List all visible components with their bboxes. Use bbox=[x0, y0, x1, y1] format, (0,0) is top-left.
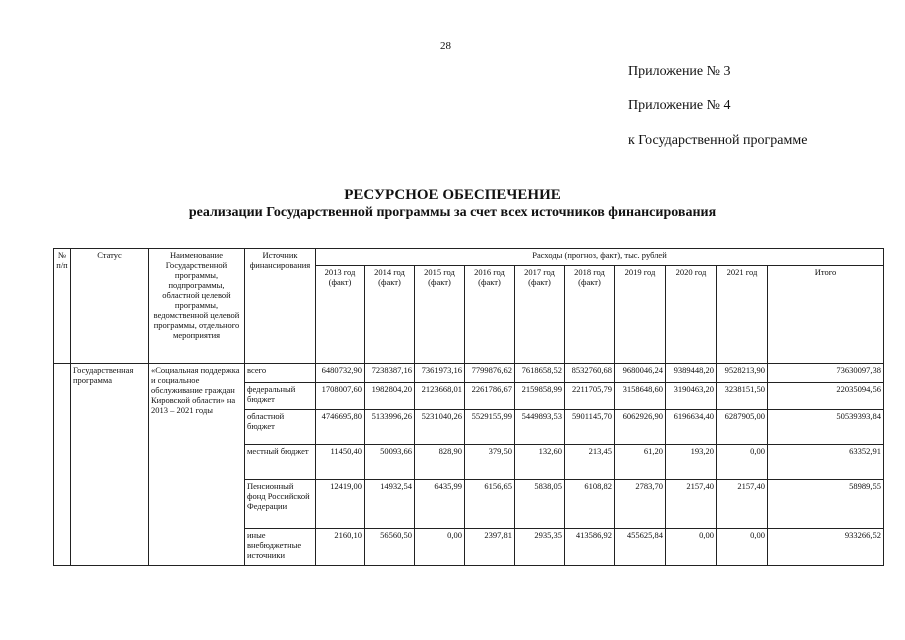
table-row bbox=[54, 364, 884, 383]
value-cell: 3158648,60 bbox=[615, 383, 666, 410]
total-cell: 933266,52 bbox=[768, 529, 884, 566]
col-header-expenses: Расходы (прогноз, факт), тыс. рублей bbox=[316, 249, 884, 266]
source-cell: федеральный бюджет bbox=[245, 383, 316, 410]
value-cell: 2157,40 bbox=[717, 480, 768, 529]
value-cell: 8532760,68 bbox=[565, 364, 615, 383]
value-cell: 455625,84 bbox=[615, 529, 666, 566]
value-cell: 0,00 bbox=[717, 529, 768, 566]
value-cell: 5133996,26 bbox=[365, 410, 415, 445]
value-cell: 0,00 bbox=[717, 445, 768, 480]
value-cell: 4746695,80 bbox=[316, 410, 365, 445]
resource-table bbox=[53, 248, 884, 566]
value-cell: 6435,99 bbox=[415, 480, 465, 529]
value-cell: 3238151,50 bbox=[717, 383, 768, 410]
value-cell: 2157,40 bbox=[666, 480, 717, 529]
value-cell: 9389448,20 bbox=[666, 364, 717, 383]
col-header-total: Итого bbox=[768, 266, 884, 364]
value-cell: 828,90 bbox=[415, 445, 465, 480]
program-reference: к Государственной программе bbox=[628, 133, 808, 148]
col-header-year: 2013 год (факт) bbox=[316, 266, 365, 364]
value-cell: 1982804,20 bbox=[365, 383, 415, 410]
source-cell: областной бюджет bbox=[245, 410, 316, 445]
value-cell: 7238387,16 bbox=[365, 364, 415, 383]
value-cell: 2160,10 bbox=[316, 529, 365, 566]
program-name-cell: «Социальная поддержка и социальное обслуживание граждан Кировской области» на 2013 – 2021 годы bbox=[149, 364, 245, 566]
value-cell: 6480732,90 bbox=[316, 364, 365, 383]
total-cell: 50539393,84 bbox=[768, 410, 884, 445]
total-cell: 63352,91 bbox=[768, 445, 884, 480]
value-cell: 2783,70 bbox=[615, 480, 666, 529]
value-cell: 7618658,52 bbox=[515, 364, 565, 383]
total-cell: 73630097,38 bbox=[768, 364, 884, 383]
value-cell: 56560,50 bbox=[365, 529, 415, 566]
page-number: 28 bbox=[440, 40, 451, 52]
col-header-year: 2021 год bbox=[717, 266, 768, 364]
value-cell: 2211705,79 bbox=[565, 383, 615, 410]
col-header-year: 2017 год (факт) bbox=[515, 266, 565, 364]
source-cell: Пенсионный фонд Российской Федерации bbox=[245, 480, 316, 529]
value-cell: 5901145,70 bbox=[565, 410, 615, 445]
value-cell: 5529155,99 bbox=[465, 410, 515, 445]
value-cell: 2935,35 bbox=[515, 529, 565, 566]
value-cell: 6108,82 bbox=[565, 480, 615, 529]
value-cell: 413586,92 bbox=[565, 529, 615, 566]
appendix-3-label: Приложение № 3 bbox=[628, 64, 731, 79]
total-cell: 22035094,56 bbox=[768, 383, 884, 410]
value-cell: 379,50 bbox=[465, 445, 515, 480]
source-cell: всего bbox=[245, 364, 316, 383]
value-cell: 132,60 bbox=[515, 445, 565, 480]
value-cell: 11450,40 bbox=[316, 445, 365, 480]
appendix-4-label: Приложение № 4 bbox=[628, 98, 731, 113]
value-cell: 6156,65 bbox=[465, 480, 515, 529]
value-cell: 9528213,90 bbox=[717, 364, 768, 383]
col-header-year: 2020 год bbox=[666, 266, 717, 364]
value-cell: 7361973,16 bbox=[415, 364, 465, 383]
total-cell: 58989,55 bbox=[768, 480, 884, 529]
value-cell: 5231040,26 bbox=[415, 410, 465, 445]
col-header-number: № п/п bbox=[54, 249, 71, 364]
value-cell: 2123668,01 bbox=[415, 383, 465, 410]
col-header-year: 2018 год (факт) bbox=[565, 266, 615, 364]
value-cell: 9680046,24 bbox=[615, 364, 666, 383]
value-cell: 6062926,90 bbox=[615, 410, 666, 445]
col-header-source: Источник финансирования bbox=[245, 249, 316, 364]
source-cell: иные внебюджетные источники bbox=[245, 529, 316, 566]
table-header-row bbox=[54, 249, 884, 266]
value-cell: 5449893,53 bbox=[515, 410, 565, 445]
row-number-cell bbox=[54, 364, 71, 566]
status-cell: Государственная программа bbox=[71, 364, 149, 566]
value-cell: 7799876,62 bbox=[465, 364, 515, 383]
value-cell: 213,45 bbox=[565, 445, 615, 480]
value-cell: 6287905,00 bbox=[717, 410, 768, 445]
value-cell: 193,20 bbox=[666, 445, 717, 480]
value-cell: 2397,81 bbox=[465, 529, 515, 566]
value-cell: 6196634,40 bbox=[666, 410, 717, 445]
value-cell: 61,20 bbox=[615, 445, 666, 480]
col-header-name: Наименование Государственной программы, подпрограммы, областной целевой программы, ведомственной целевой программы, отдельного мероприятия bbox=[149, 249, 245, 364]
value-cell: 0,00 bbox=[666, 529, 717, 566]
value-cell: 50093,66 bbox=[365, 445, 415, 480]
value-cell: 12419,00 bbox=[316, 480, 365, 529]
value-cell: 0,00 bbox=[415, 529, 465, 566]
document-title: РЕСУРСНОЕ ОБЕСПЕЧЕНИЕ bbox=[344, 187, 561, 203]
col-header-year: 2014 год (факт) bbox=[365, 266, 415, 364]
value-cell: 2159858,99 bbox=[515, 383, 565, 410]
document-subtitle: реализации Государственной программы за счет всех источников финансирования bbox=[188, 205, 717, 220]
value-cell: 2261786,67 bbox=[465, 383, 515, 410]
col-header-year: 2019 год bbox=[615, 266, 666, 364]
value-cell: 5838,05 bbox=[515, 480, 565, 529]
value-cell: 14932,54 bbox=[365, 480, 415, 529]
source-cell: местный бюджет bbox=[245, 445, 316, 480]
value-cell: 1708007,60 bbox=[316, 383, 365, 410]
value-cell: 3190463,20 bbox=[666, 383, 717, 410]
col-header-year: 2016 год (факт) bbox=[465, 266, 515, 364]
col-header-status: Статус bbox=[71, 249, 149, 364]
col-header-year: 2015 год (факт) bbox=[415, 266, 465, 364]
